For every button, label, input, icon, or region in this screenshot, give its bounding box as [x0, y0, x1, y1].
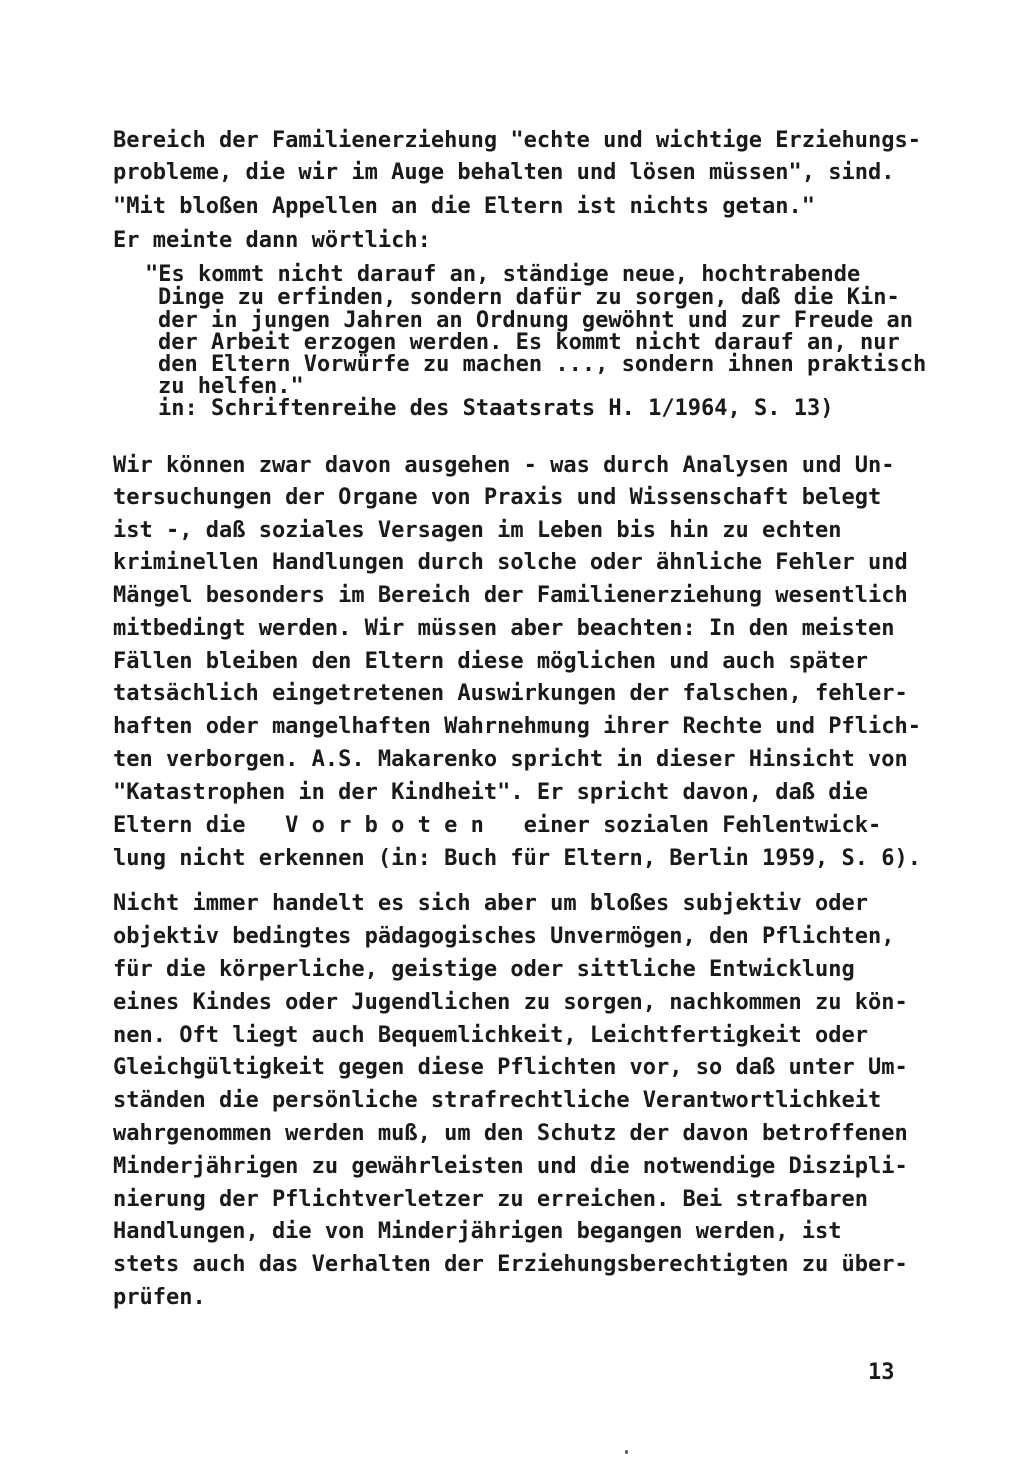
- paragraph-line: tersuchungen der Organe von Praxis und Wissenschaft belegt: [113, 485, 882, 510]
- paragraph-line: eines Kindes oder Jugendlichen zu sorgen, nachkommen zu kön-: [113, 990, 908, 1015]
- quote-line: der in jungen Jahren an Ordnung gewöhnt und zur Freude an: [158, 308, 913, 333]
- paragraph-line: ständen die persönliche strafrechtliche Verantwortlichkeit: [113, 1088, 882, 1113]
- page-number: 13: [868, 1360, 895, 1385]
- paragraph-line: ten verborgen. A.S. Makarenko spricht in dieser Hinsicht von: [113, 747, 908, 772]
- quote-line: Dinge zu erfinden, sondern dafür zu sorgen, daß die Kin-: [158, 285, 900, 310]
- intro-line: "Mit bloßen Appellen an die Eltern ist nichts getan.": [113, 194, 815, 219]
- paragraph-line: objektiv bedingtes pädagogisches Unvermögen, den Pflichten,: [113, 924, 895, 949]
- paragraph-line: nierung der Pflichtverletzer zu erreichen. Bei strafbaren: [113, 1187, 868, 1212]
- scan-speck: [625, 1450, 628, 1454]
- paragraph-line: Fällen bleiben den Eltern diese möglichen und auch später: [113, 649, 868, 674]
- paragraph-line: Minderjährigen zu gewährleisten und die notwendige Diszipli-: [113, 1154, 908, 1179]
- quote-line: den Eltern Vorwürfe zu machen ..., sondern ihnen praktisch: [158, 352, 927, 377]
- paragraph-line: kriminellen Handlungen durch solche oder ähnliche Fehler und: [113, 550, 908, 575]
- intro-line: Bereich der Familienerziehung "echte und wichtige Erziehungs-: [113, 128, 921, 153]
- paragraph-line: Nicht immer handelt es sich aber um bloßes subjektiv oder: [113, 891, 868, 916]
- paragraph-line: "Katastrophen in der Kindheit". Er spricht davon, daß die: [113, 780, 868, 805]
- paragraph-line: lung nicht erkennen (in: Buch für Eltern, Berlin 1959, S. 6).: [113, 846, 921, 871]
- paragraph-line: Wir können zwar davon ausgehen - was durch Analysen und Un-: [113, 453, 895, 478]
- intro-line: probleme, die wir im Auge behalten und lösen müssen", sind.: [113, 160, 895, 185]
- paragraph-line: wahrgenommen werden muß, um den Schutz der davon betroffenen: [113, 1121, 908, 1146]
- quote-citation: in: Schriftenreihe des Staatsrats H. 1/1964, S. 13): [158, 396, 834, 421]
- paragraph-line: nen. Oft liegt auch Bequemlichkeit, Leichtfertigkeit oder: [113, 1023, 868, 1048]
- quote-line: zu helfen.": [158, 374, 304, 399]
- quote-line: "Es kommt nicht darauf an, ständige neue, hochtrabende: [145, 262, 861, 287]
- paragraph-line: ist -, daß soziales Versagen im Leben bis hin zu echten: [113, 518, 842, 543]
- quote-line: der Arbeit erzogen werden. Es kommt nicht darauf an, nur: [158, 330, 900, 355]
- intro-line: Er meinte dann wörtlich:: [113, 228, 431, 253]
- paragraph-line: mitbedingt werden. Wir müssen aber beachten: In den meisten: [113, 616, 895, 641]
- paragraph-line: tatsächlich eingetretenen Auswirkungen der falschen, fehler-: [113, 681, 908, 706]
- paragraph-line: stets auch das Verhalten der Erziehungsberechtigten zu über-: [113, 1252, 908, 1277]
- paragraph-line: Gleichgültigkeit gegen diese Pflichten vor, so daß unter Um-: [113, 1055, 908, 1080]
- paragraph-line: Handlungen, die von Minderjährigen begangen werden, ist: [113, 1219, 842, 1244]
- paragraph-line: Eltern die V o r b o t e n einer sozialen Fehlentwick-: [113, 813, 882, 838]
- paragraph-line: Mängel besonders im Bereich der Familienerziehung wesentlich: [113, 583, 908, 608]
- paragraph-line: prüfen.: [113, 1285, 206, 1310]
- paragraph-line: haften oder mangelhaften Wahrnehmung ihrer Rechte und Pflich-: [113, 714, 921, 739]
- paragraph-line: für die körperliche, geistige oder sittliche Entwicklung: [113, 957, 855, 982]
